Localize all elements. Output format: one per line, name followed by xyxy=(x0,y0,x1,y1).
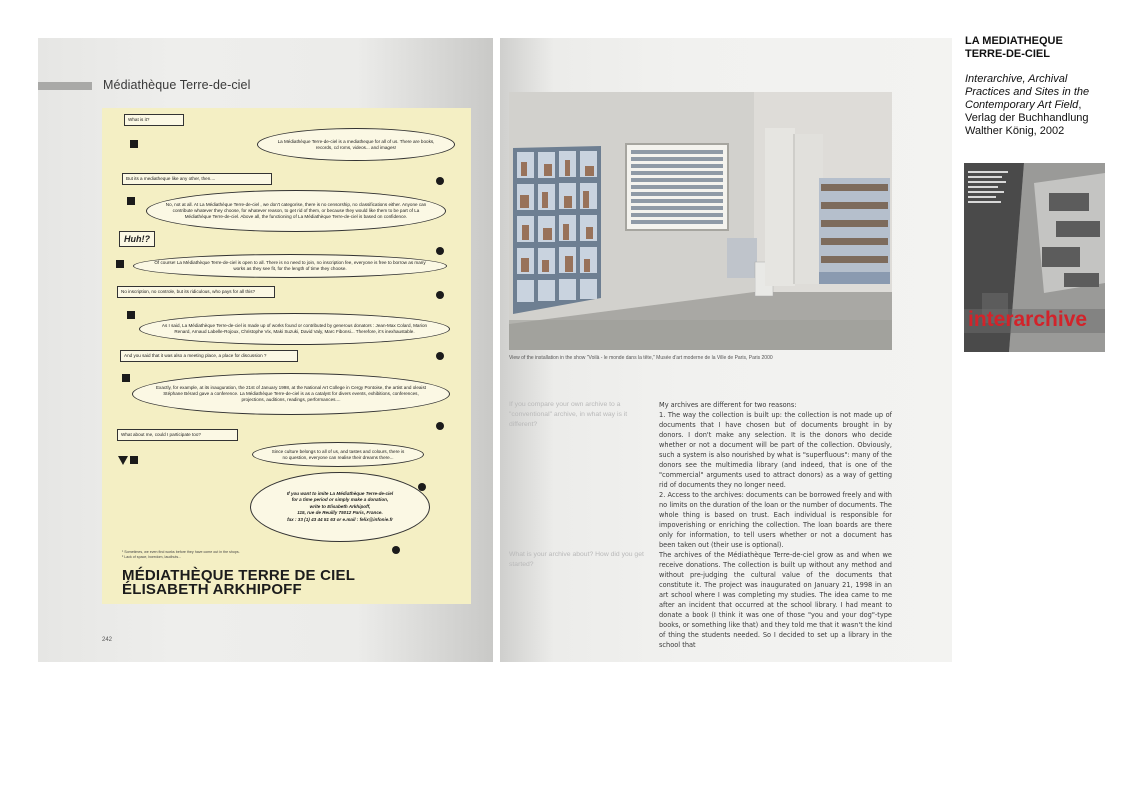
exclamation-box: Huh!? xyxy=(119,231,155,247)
speaker-dot xyxy=(436,352,444,360)
article-title xyxy=(965,35,1135,61)
installation-photo xyxy=(509,92,892,350)
book-title-line: Contemporary Art Field xyxy=(965,99,1079,111)
cover-title: interarchive xyxy=(968,308,1088,331)
answer-bubble: La Médiathèque Terre-de-ciel is a mediatheque for all of us. There are books, records, cd roms, videos... and images! xyxy=(257,128,455,161)
citation-block xyxy=(965,35,1135,138)
speaker-dot xyxy=(436,247,444,255)
footnote: ² Lack of space, boredom, laudhuts... xyxy=(122,555,182,559)
page-number: 242 xyxy=(102,637,113,643)
speaker-dot xyxy=(436,177,444,185)
article-title-line: TERRE-DE-CIEL xyxy=(965,48,1050,60)
question-box: No inscription, no controle, but its ridiculous, who pays for all this? xyxy=(117,286,275,298)
book-spread xyxy=(38,38,952,662)
dialogue-panel xyxy=(102,108,471,604)
book-citation: Interarchive, Archival Practices and Sites in the Contemporary Art Field, Verlag der Buchhandlung Walther König, 2002 xyxy=(965,73,1135,138)
answer-bubble: Of course! La Médiathèque Terre-de-ciel is open to all. There is no need to join, no inscription fee, everyone is free to borrow as many works as they see fit, for the length of time they choose. xyxy=(133,254,447,278)
speaker-square xyxy=(127,197,135,205)
book-title-line: Interarchive, Archival xyxy=(965,73,1068,85)
footnote: ¹ Sometimes, we even find works before they have come out in the shops. xyxy=(122,550,240,554)
left-page xyxy=(38,38,493,662)
contact-line: write to Elisabeth Arkhipoff, xyxy=(309,503,371,509)
panel-title-line: ÉLISABETH ARKHIPOFF xyxy=(122,581,302,598)
contact-line: for a time period or simply make a donation, xyxy=(291,497,389,503)
contact-line: If you want to imite La Médiathèque Terre-de-ciel xyxy=(286,490,394,496)
contact-bubble xyxy=(250,472,430,542)
panel-title xyxy=(122,569,355,597)
contact-line: 115, rue de Reuilly 75012 Paris, France. xyxy=(297,510,383,516)
interview-answer-text xyxy=(659,400,892,650)
answer-paragraph: The archives of the Médiathèque Terre-de-ciel grow as and when we receive donations. The collection is built up without any method and without pre-judging the cultural value of the documents that constitute it. The project was inaugurated on January 21, 1998 in an art school where I was completing my studies. The idea came to me after an incident that occurred at the school library. I had meant to donate a book (I think it was one of those "you and your dog"-type books, or something like that) and they told me that it wasn't the kind of thing the students needed. So I decided to set up a library in the school that xyxy=(659,551,892,649)
publisher-line: Verlag der Buchhandlung xyxy=(965,112,1089,124)
interview-question: If you compare your own archive to a "conventional" archive, in what way is it different? xyxy=(509,401,628,428)
answer-bubble: As I said, La Médiathèque Terre-de-ciel is made up of works found or contributed by generous donators : Jean-Max Colard, Marion Renard, Arnaud Labelle-Rojoux, Christophe Vix, Maki Suzuki, David Valy, Marc Fibonsi... Therefore, it's inexhaustable. xyxy=(139,313,450,345)
header-bar xyxy=(38,82,92,90)
speaker-square xyxy=(130,140,138,148)
question-box: What about me, could I participate too? xyxy=(117,429,238,441)
speaker-dot xyxy=(436,422,444,430)
speaker-square xyxy=(116,260,124,268)
question-box: What is it? xyxy=(124,114,184,126)
answer-paragraph: My archives are different for two reasons: xyxy=(659,401,797,409)
speaker-square xyxy=(130,456,138,464)
article-title-line: LA MEDIATHEQUE xyxy=(965,35,1063,47)
page-header-title: Médiathèque Terre-de-ciel xyxy=(103,78,251,92)
answer-bubble: Exactly, for example, at its inauguration, the 21st of January 1998, at the National Art College in Cergy Pontoise, the artist and oleaist Stéphane Bérard gave a conference. La Médiathèque Terre-de-ciel is as a catalyst for divers events, exhibitions, conferences, projections, auditions, readings, performances.... xyxy=(132,373,450,415)
speaker-dot xyxy=(436,291,444,299)
question-box: But its a mediatheque like any other, then.... xyxy=(122,173,272,185)
book-title-line: Practices and Sites in the xyxy=(965,86,1090,98)
photo-caption: View of the installation in the show "Voilà - le monde dans la tête," Musée d'art moderne de la Ville de Paris, Paris 2000 xyxy=(509,355,773,361)
answer-bubble: No, not at all. At La Médiathèque Terre-de-ciel , we don't categorise, there is no censorship, no classifications either. Anyone can contribute whatever they choose, for whatever reason, to get rid of them, or because they would like them to be part of La Médiathèque Terre-de-ciel. Above all, the functioning of La Médiathèque Terre-de-ciel is based on confidence. xyxy=(146,190,446,232)
book-cover-image xyxy=(964,163,1105,352)
answer-bubble: Since culture belongs to all of us, and tastes and colours, there is no question, everyone can realise their dreams there... xyxy=(252,442,424,467)
answer-paragraph: 1. The way the collection is built up: the collection is not made up of documents that I have chosen but of documents brought in by donors. I don't make any selection. It is the donors who decide whether or not a document will be part of the collection. Obviously, such a system is also nourished by what is "superfluous": many of the donors see the multimedia library (and indeed, that is one of the "commercial" arguments used to attract donors) as a way of getting rid of documents they no longer need. xyxy=(659,411,892,489)
interview-question: What is your archive about? How did you get started? xyxy=(509,551,644,568)
right-page xyxy=(500,38,952,662)
answer-paragraph: 2. Access to the archives: documents can be borrowed freely and with no limits on the duration of the loan or the number of documents. The whole thing is based on trust. Each individual is responsible for impoverishing or enriching the collection. The loan boards are there only for information, to tell users whether or not a document has been taken out (their use is optional). xyxy=(659,491,892,549)
publisher-line: Walther König, 2002 xyxy=(965,125,1065,137)
gutter xyxy=(493,38,500,662)
question-box: And you said that it was also a meeting place, a place for discussion ? xyxy=(120,350,298,362)
speaker-dot xyxy=(392,546,400,554)
speaker-square xyxy=(127,311,135,319)
contact-line: fax : 33 (1) 43 44 51 63 or e.mail : felix@infonie.fr xyxy=(287,516,393,522)
speaker-triangle xyxy=(118,456,128,465)
panel-title-line: MÉDIATHÈQUE TERRE DE CIEL xyxy=(122,567,356,584)
speaker-square xyxy=(122,374,130,382)
